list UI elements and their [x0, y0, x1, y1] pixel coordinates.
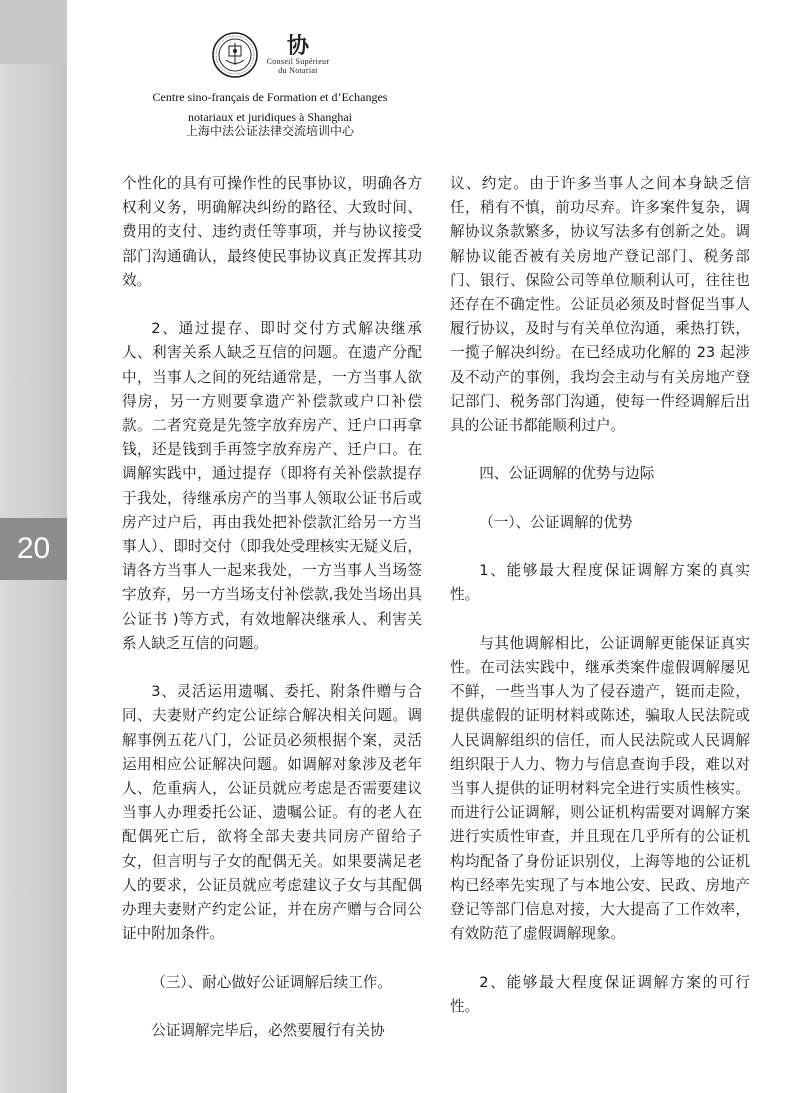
- conseil-superieur-logo: [267, 35, 330, 75]
- org-name-line-2: notariaux et juridiques à Shanghai: [188, 110, 352, 124]
- paragraph: 3、灵活运用遗嘱、委托、附条件赠与合同、夫妻财产约定公证综合解决相关问题。调解事例五花八门，公证员必须根据个案，灵活运用相应公证解决问题。如调解对象涉及老年人、危重病人，公证员就应考虑是否需要建议当事人办理委托公证、遗嘱公证。有的老人在配偶死亡后，欲将全部夫妻共同房产留给子女，但言明与子女的配偶无关。如果要满足老人的要求，公证员就应考虑建议子女与其配偶办理夫妻财产约定公证，并在房产赠与合同公证中附加条件。: [122, 683, 422, 943]
- paragraph: 四、公证调解的优势与边际: [479, 465, 655, 483]
- logo-line-1: Conseil Supérieur: [266, 57, 330, 66]
- notary-seal-icon: [211, 31, 259, 79]
- page-number: 20: [16, 532, 51, 565]
- left-text-column: [122, 172, 422, 1043]
- org-name-line-1: Centre sino-français de Formation et d’Echanges: [152, 90, 388, 104]
- paragraph-gap: [122, 293, 422, 317]
- paragraph-gap: [450, 535, 750, 559]
- paragraph: 公证调解完毕后，必然要履行有关协: [151, 1022, 385, 1040]
- paragraph-gap: [450, 487, 750, 511]
- paragraph: （三）、耐心做好公证调解后续工作。: [151, 973, 392, 991]
- paragraph-gap: [450, 946, 750, 970]
- right-text-column: [450, 172, 750, 1019]
- paragraph-gap: [122, 995, 422, 1019]
- org-name-chinese: 上海中法公证法律交流培训中心: [185, 124, 354, 138]
- paragraph-gap: [450, 608, 750, 632]
- paragraph: 1、能够最大程度保证调解方案的真实性。: [450, 562, 750, 604]
- paragraph: 个性化的具有可操作性的民事协议，明确各方权利义务，明确解决纠纷的路径、大致时间、费用的支付、违约责任等事项，并与协议接受部门沟通确认，最终使民事协议真正发挥其功效。: [122, 175, 422, 289]
- paragraph: （一）、公证调解的优势: [479, 513, 633, 531]
- side-bar-top-band: [0, 0, 67, 64]
- logo-mark: 协: [286, 33, 309, 59]
- paragraph-gap: [122, 946, 422, 970]
- paragraph-gap: [122, 656, 422, 680]
- page-header: [150, 26, 390, 139]
- paragraph: 议、约定。由于许多当事人之间本身缺乏信任，稍有不慎，前功尽弃。许多案件复杂，调解协议条款繁多，协议写法多有创新之处。调解协议能否被有关房地产登记部门、税务部门、银行、保险公司等单位顺利认可，往往也还存在不确定性。公证员必须及时督促当事人履行协议，及时与有关单位沟通，乘热打铁，一揽子解决纠纷。在已经成功化解的 23 起涉及不动产的事例，我均会主动与有关房地产登记部门、税务部门沟通，使每一件经调解后出具的公证书都能顺利过户。: [450, 175, 750, 435]
- logo-line-2: du Notariat: [278, 66, 318, 75]
- side-margin-bar: [0, 0, 67, 1093]
- paragraph-gap: [450, 438, 750, 462]
- logo-row: [150, 26, 390, 84]
- paragraph: 与其他调解相比，公证调解更能保证真实性。在司法实践中，继承类案件虚假调解屡见不鲜，一些当事人为了侵吞遗产，铤而走险，提供虚假的证明材料或陈述，骗取人民法院或人民调解组织的信任，而人民法院或人民调解组织限于人力、物力与信息查询手段，难以对当事人提供的证明材料完全进行实质性核实。而进行公证调解，则公证机构需要对调解方案进行实质性审查，并且现在几乎所有的公证机构均配备了身份证识别仪，上海等地的公证机构已经率先实现了与本地公安、民政、房地产登记等部门信息对接，大大提高了工作效率，有效防范了虚假调解现象。: [450, 634, 750, 943]
- paragraph: 2、通过提存、即时交付方式解决继承人、利害关系人缺乏互信的问题。在遗产分配中，当事人之间的死结通常是，一方当事人欲得房，另一方则要拿遗产补偿款或户口补偿款。二者究竟是先签字放弃房产、迁户口再拿钱，还是钱到手再签字放弃房产、迁户口。在调解实践中，通过提存（即将有关补偿款提存于我处，待继承房产的当事人领取公证书后或房产过户后，再由我处把补偿款汇给另一方当事人）、即时交付（即我处受理核实无疑义后，请各方当事人一起来我处，一方当事人当场签字放弃，另一方当场支付补偿款,我处当场出具公证书 )等方式，有效地解决继承人、利害关系人缺乏互信的问题。: [122, 320, 422, 652]
- page-number-tab: [0, 518, 67, 580]
- paragraph: 2、能够最大程度保证调解方案的可行性。: [450, 973, 750, 1015]
